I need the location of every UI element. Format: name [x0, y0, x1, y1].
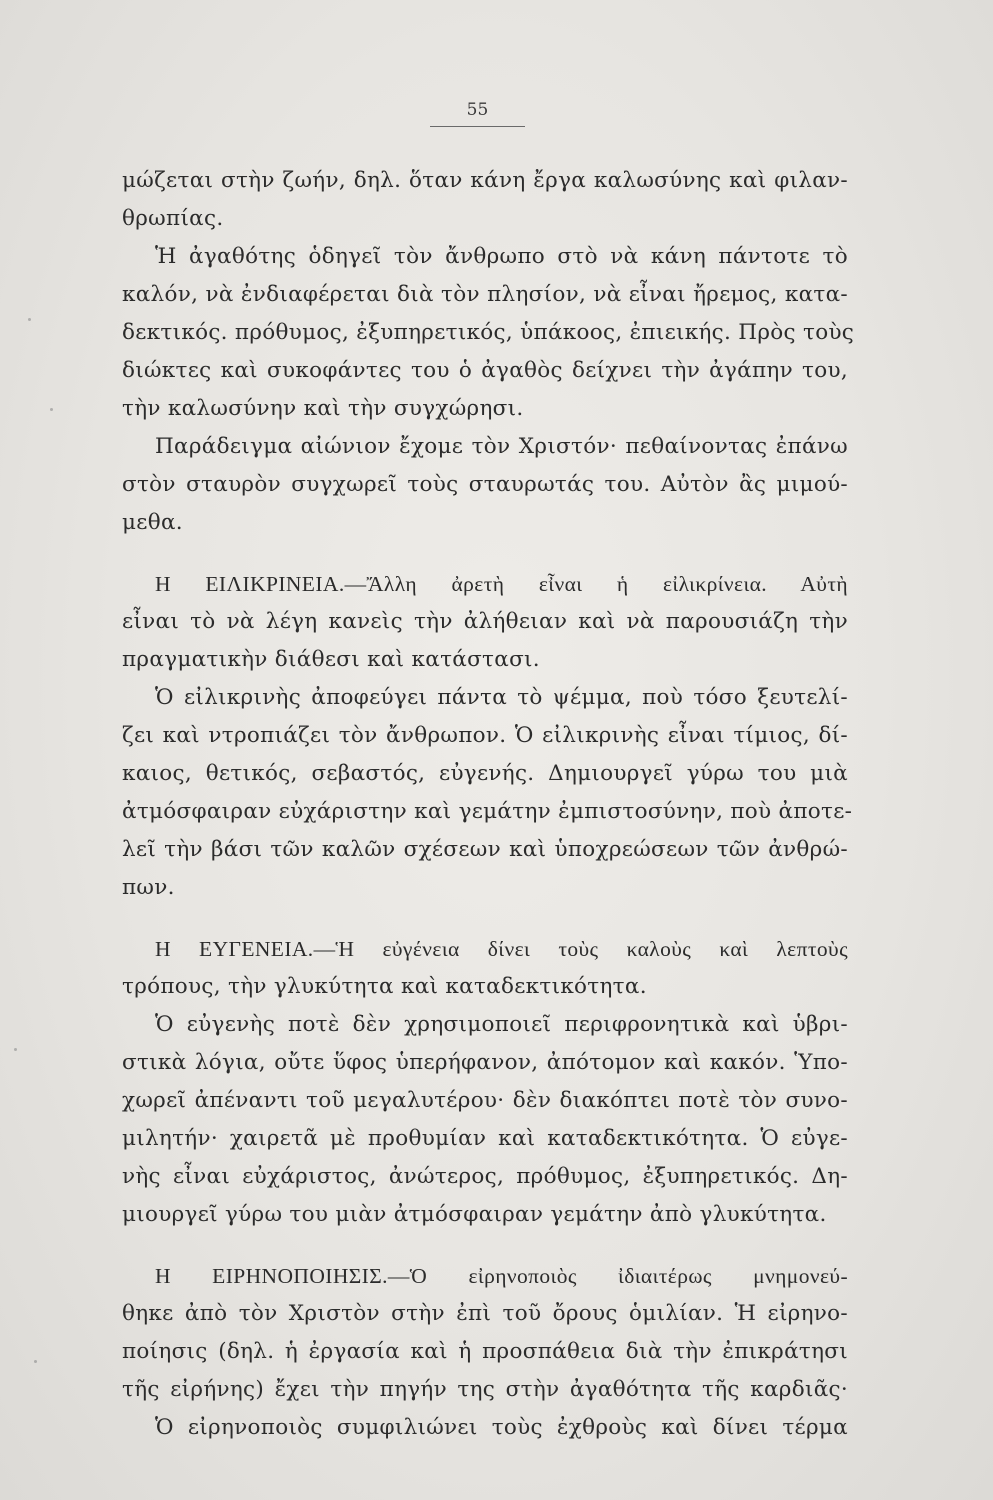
text-line: Παράδειγμα αἰώνιον ἔχομε τὸν Χριστόν· πεθαίνοντας ἐπάνω	[155, 434, 848, 459]
section-heading-eilikrineia: Η ΕΙΛΙΚΡΙΝΕΙΑ.—Ἄλλη ἀρετὴ εἶναι ἡ εἰλικρίνεια. Αὐτὴ	[155, 572, 848, 596]
text-line: στὸν σταυρὸν συγχωρεῖ τοὺς σταυρωτάς του. Αὐτὸν ἂς μιμού-	[122, 472, 848, 497]
text-line: ἀτμόσφαιραν εὐχάριστην καὶ γεμάτην ἐμπιστοσύνην, ποὺ ἀποτε-	[122, 799, 853, 824]
text-line: Ὁ εἰρηνοποιὸς συμφιλιώνει τοὺς ἐχθροὺς καὶ δίνει τέρμα	[155, 1415, 848, 1440]
text-line: τὴν καλωσύνην καὶ τὴν συγχώρησι.	[122, 396, 524, 421]
text-line: θρωπίας.	[122, 206, 224, 231]
paper-speck	[14, 1048, 17, 1051]
text-line: πραγματικὴν διάθεσι καὶ κατάστασι.	[122, 647, 540, 672]
page-number-rule	[430, 126, 525, 127]
text-line: μιουργεῖ γύρω του μιὰν ἀτμόσφαιραν γεμάτην ἀπὸ γλυκύτητα.	[122, 1202, 827, 1227]
text-line: Ὁ εὐγενὴς ποτὲ δὲν χρησιμοποιεῖ περιφρονητικὰ καὶ ὑβρι-	[155, 1012, 848, 1037]
section-heading-eirinopoiisis: Η ΕΙΡΗΝΟΠΟΙΗΣΙΣ.—Ὁ εἰρηνοποιὸς ἰδιαιτέρως μνημονεύ-	[155, 1264, 848, 1288]
text-line: θηκε ἀπὸ τὸν Χριστὸν στὴν ἐπὶ τοῦ ὄρους ὁμιλίαν. Ἡ εἰρηνο-	[122, 1301, 848, 1326]
text-line: εἶναι τὸ νὰ λέγη κανεὶς τὴν ἀλήθειαν καὶ νὰ παρουσιάζη τὴν	[122, 609, 848, 634]
text-line: στικὰ λόγια, οὔτε ὕφος ὑπερήφανον, ἀπότομον καὶ κακόν. Ὑπο-	[122, 1050, 848, 1075]
section-heading-eugeneia: Η ΕΥΓΕΝΕΙΑ.—Ἡ εὐγένεια δίνει τοὺς καλοὺς καὶ λεπτοὺς	[155, 937, 848, 961]
text-line: λεῖ τὴν βάσι τῶν καλῶν σχέσεων καὶ ὑποχρεώσεων τῶν ἀνθρώ-	[122, 837, 848, 862]
text-line: πων.	[122, 875, 175, 900]
text-line: τῆς εἰρήνης) ἔχει τὴν πηγήν της στὴν ἀγαθότητα τῆς καρδιᾶς·	[122, 1377, 848, 1402]
text-line: Ἡ ἀγαθότης ὁδηγεῖ τὸν ἄνθρωπο στὸ νὰ κάνη πάντοτε τὸ	[155, 244, 848, 269]
paper-speck	[50, 408, 53, 411]
text-line: δεκτικός. πρόθυμος, ἐξυπηρετικός, ὑπάκοος, ἐπιεικής. Πρὸς τοὺς	[122, 320, 855, 345]
text-line: χωρεῖ ἀπέναντι τοῦ μεγαλυτέρου· δὲν διακόπτει ποτὲ τὸν συνο-	[122, 1088, 848, 1113]
paper-speck	[28, 318, 31, 321]
text-line: Ὁ εἰλικρινὴς ἀποφεύγει πάντα τὸ ψέμμα, ποὺ τόσο ξευτελί-	[155, 685, 848, 710]
text-line: καλόν, νὰ ἐνδιαφέρεται διὰ τὸν πλησίον, νὰ εἶναι ἤρεμος, κατα-	[122, 282, 848, 307]
text-line: καιος, θετικός, σεβαστός, εὐγενής. Δημιουργεῖ γύρω του μιὰ	[122, 761, 848, 786]
page-number: 55	[466, 100, 489, 120]
text-line: νὴς εἶναι εὐχάριστος, ἀνώτερος, πρόθυμος, ἐξυπηρετικός. Δη-	[122, 1164, 848, 1189]
text-line: διώκτες καὶ συκοφάντες του ὁ ἀγαθὸς δείχνει τὴν ἀγάπην του,	[122, 358, 848, 383]
paper-speck	[34, 1360, 37, 1363]
text-line: ποίησις (δηλ. ἡ ἐργασία καὶ ἡ προσπάθεια διὰ τὴν ἐπικράτησι	[122, 1339, 848, 1364]
text-line: μώζεται στὴν ζωήν, δηλ. ὅταν κάνη ἔργα καλωσύνης καὶ φιλαν-	[122, 168, 848, 193]
text-line: τρόπους, τὴν γλυκύτητα καὶ καταδεκτικότητα.	[122, 974, 647, 999]
text-line: ζει καὶ ντροπιάζει τὸν ἄνθρωπον. Ὁ εἰλικρινὴς εἶναι τίμιος, δί-	[122, 723, 848, 748]
text-line: μιλητήν· χαιρετᾶ μὲ προθυμίαν καὶ καταδεκτικότητα. Ὁ εὐγε-	[122, 1126, 848, 1151]
text-line: μεθα.	[122, 510, 183, 535]
